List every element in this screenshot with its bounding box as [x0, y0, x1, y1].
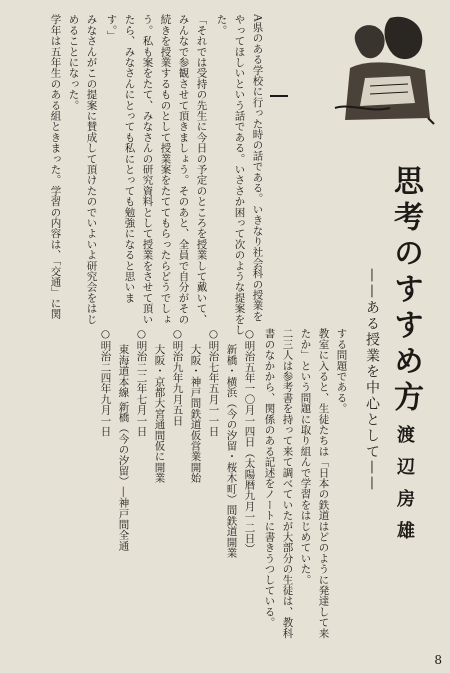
body-column: A県のある学校に行った時の話である。いきなり社会科の授業を [251, 14, 264, 322]
chronology-entry: 大阪・京都大宮通間仮に開業 [153, 344, 166, 484]
body-column: 二三人は参考書を持って来て調べていたが大部分の生徒は、教科 [281, 328, 294, 639]
body-column: たら、みなさんにとっても私にとっても勉強になると思いま [123, 14, 136, 303]
chronology-entry: ○明治二二年七月一日 [135, 328, 148, 437]
section-rule [270, 95, 288, 97]
body-column: たか」という問題に取り組んで学習をはじめていた。 [299, 328, 312, 585]
body-column: みんなで参観させて頂きましょう。そのあと、全員で自分がその [177, 14, 190, 325]
body-column: 書のなかから、関係のある記述をノートに書きうつしている。 [263, 328, 276, 628]
body-column: みなさんがこの提案に賛成して頂けたのでいよいよ研究会をはじ [85, 14, 98, 325]
chronology-entry: ○明治二四年九月一日 [99, 328, 112, 437]
body-column: 教室に入ると、生徒たちは「日本の鉄道はどのように発達して来 [317, 328, 330, 639]
chronology-entry: ○明治九年九月五日 [171, 328, 184, 426]
body-column: やってほしいという話である。いささか困って次のような提案をし [233, 14, 246, 335]
illustration-sketch [330, 8, 440, 128]
article-subtitle: ——ある授業を中心として—— [364, 268, 380, 492]
body-column: た。 [215, 14, 228, 36]
chronology-entry: 新橋・横浜（今の汐留・桜木町）間鉄道開業 [225, 344, 238, 558]
body-column: 学年は五年生のある組ときまった。学習の内容は、「交通」に関 [49, 14, 62, 320]
body-column: する問題である。 [335, 328, 348, 414]
author-name: 渡辺房雄 [394, 425, 415, 553]
body-column: う。私も案をたて、みなさんの研究資料として授業をさせて頂い [141, 14, 154, 325]
chronology-entry: 大阪・神戸間鉄道仮営業開始 [189, 344, 202, 484]
body-column: めることになった。 [67, 14, 80, 111]
chronology-entry: 東海道本線 新橋（今の汐留）―神戸間全通 [117, 344, 130, 551]
chronology-entry: ○明治七年五月一一日 [207, 328, 220, 437]
chronology-entry: ○明治五年一〇月一四日（太陽暦九月一二日） [243, 328, 256, 555]
article-title: 思考のすすめ方 [388, 165, 423, 417]
page-number: 8 [434, 653, 442, 667]
body-column: 「それでは受持の先生に今日の予定のところを授業して戴いて、 [195, 14, 208, 325]
body-column: 続きを授業するものとして授業案をたててもらったらどうでしょ [159, 14, 172, 325]
body-column: す。」 [105, 14, 118, 41]
